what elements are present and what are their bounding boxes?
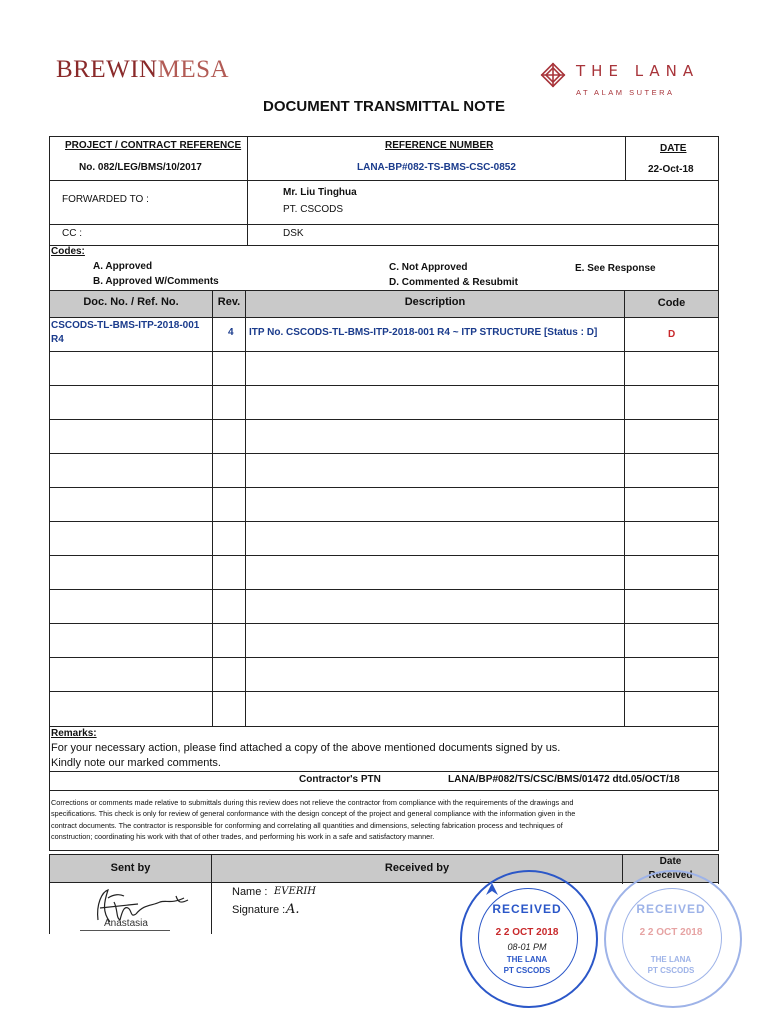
date-received-label-1: Date: [659, 856, 682, 867]
lana-diamond-icon: [538, 60, 568, 90]
faint-stamp-received-text: RECEIVED: [636, 902, 706, 916]
the-lana-logo: [538, 60, 700, 97]
stamp-line-2: PT CSCODS: [503, 966, 551, 975]
column-header-code: Code: [657, 297, 686, 309]
codes-label: Codes:: [51, 246, 85, 257]
logo-word-brewin: BREWIN: [56, 56, 158, 83]
cc-label: CC :: [62, 228, 82, 239]
disclaimer-line-3: contract documents. The contractor is responsible for conforming and correlating all quantities and dimensions, selecting fabrication process and techniques of: [51, 821, 563, 830]
sender-name: Anastasia: [104, 918, 148, 929]
received-by-label: Received by: [384, 862, 450, 874]
receiver-signature: A.: [286, 902, 300, 917]
stamp-date-text: 2 2 OCT 2018: [495, 927, 559, 938]
disclaimer-line-4: construction; coordinating his work with that of other trades, and performing his work in a safe and satisfactory manner.: [51, 832, 435, 841]
forwarded-company: PT. CSCODS: [283, 204, 344, 215]
document-title: DOCUMENT TRANSMITTAL NOTE: [263, 98, 505, 115]
cc-value: DSK: [283, 228, 304, 239]
date-received-label-2: Received: [648, 870, 693, 881]
column-header-description: Description: [404, 296, 466, 308]
receiver-name: EVERIH: [274, 886, 317, 897]
lana-logo-text: THE LANA: [576, 62, 700, 80]
row-description: ITP No. CSCODS-TL-BMS-ITP-2018-001 R4 ~ ITP STRUCTURE [Status : D]: [249, 327, 598, 338]
row-rev: 4: [228, 327, 234, 338]
stamp-arrow-icon: [485, 882, 499, 896]
faint-stamp-line-1: THE LANA: [650, 955, 692, 964]
column-header-doc-no: Doc. No. / Ref. No.: [83, 296, 179, 308]
row-doc-no-suffix: R4: [51, 334, 64, 345]
lana-logo-subtext: AT ALAM SUTERA: [576, 88, 675, 97]
code-e: E. See Response: [575, 263, 656, 274]
code-d: D. Commented & Resubmit: [389, 277, 518, 288]
forwarded-label: FORWARDED TO :: [62, 194, 149, 205]
code-b: B. Approved W/Comments: [93, 276, 219, 287]
project-label: PROJECT / CONTRACT REFERENCE: [65, 140, 242, 151]
stamp-received-text: RECEIVED: [492, 902, 562, 916]
project-value: No. 082/LEG/BMS/10/2017: [79, 162, 202, 173]
date-value: 22-Oct-18: [648, 164, 694, 175]
code-a: A. Approved: [93, 261, 153, 272]
disclaimer-line-1: Corrections or comments made relative to submittals during this review does not relieve the contractor from compliance with the requirements of the drawings and: [51, 798, 574, 807]
row-code: D: [668, 329, 676, 340]
disclaimer-line-2: specifications. This check is only for review of general conformance with the design concept of the project and general compliance with the information given in the: [51, 809, 576, 818]
signature-label: Signature :: [232, 904, 286, 916]
name-label: Name :: [232, 886, 268, 898]
stamp-line-1: THE LANA: [506, 955, 548, 964]
reference-value: LANA-BP#082-TS-BMS-CSC-0852: [357, 162, 516, 173]
column-header-rev: Rev.: [217, 296, 241, 308]
remarks-line-2: Kindly note our marked comments.: [51, 757, 221, 769]
reference-label: REFERENCE NUMBER: [385, 140, 494, 151]
remarks-line-1: For your necessary action, please find attached a copy of the above mentioned documents signed by us.: [51, 742, 561, 754]
faint-stamp-line-2: PT CSCODS: [647, 966, 695, 975]
stamp-time-text: 08-01 PM: [507, 942, 547, 952]
code-c: C. Not Approved: [389, 262, 468, 273]
remarks-label: Remarks:: [51, 728, 97, 739]
forwarded-name: Mr. Liu Tinghua: [283, 187, 357, 198]
ptn-value: LANA/BP#082/TS/CSC/BMS/01472 dtd.05/OCT/18: [448, 774, 680, 785]
faint-stamp-date-text: 2 2 OCT 2018: [639, 927, 703, 938]
logo-word-mesa: MESA: [157, 56, 230, 83]
date-label: DATE: [660, 143, 687, 154]
row-doc-no: CSCODS-TL-BMS-ITP-2018-001: [51, 320, 200, 331]
sent-by-label: Sent by: [110, 862, 151, 874]
brewin-mesa-logo: [56, 56, 229, 84]
ptn-label: Contractor's PTN: [299, 774, 381, 785]
